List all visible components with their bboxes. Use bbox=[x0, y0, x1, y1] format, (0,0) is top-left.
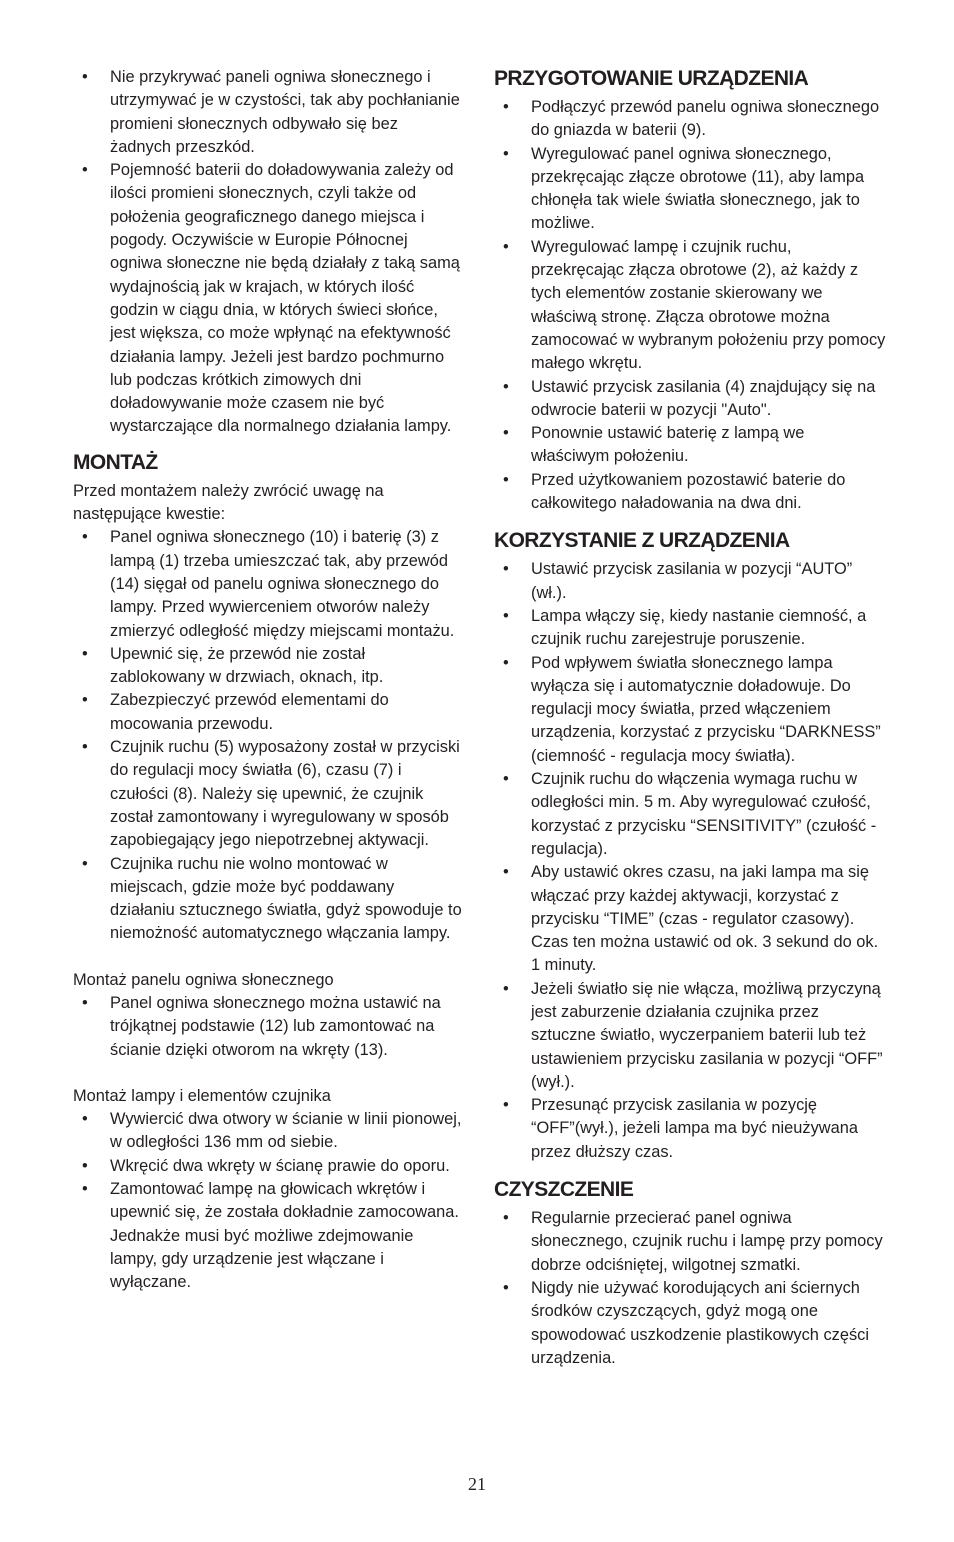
cleaning-list bbox=[494, 1207, 886, 1370]
list-item: • Lampa włączy się, kiedy nastanie ciemność, a czujnik ruchu zarejestruje poruszenie. bbox=[494, 605, 886, 652]
list-item: • Ustawić przycisk zasilania w pozycji “AUTO” (wł.). bbox=[494, 558, 886, 605]
preparation-list bbox=[494, 96, 886, 515]
montaz-intro: Przed montażem należy zwrócić uwagę na następujące kwestie: bbox=[73, 481, 384, 524]
page-number: 21 bbox=[468, 1474, 486, 1494]
montaz-list bbox=[73, 526, 463, 945]
list-item: • Wkręcić dwa wkręty w ścianę prawie do oporu. bbox=[73, 1155, 463, 1178]
list-item: • Zamontować lampę na głowicach wkrętów i upewnić się, że została dokładnie zamocowana. Jednakże musi być możliwe zdejmowanie lampy, gdy urządzenie jest włączane i wyłączane. bbox=[73, 1178, 463, 1294]
list-item: • Przesunąć przycisk zasilania w pozycję “OFF”(wył.), jeżeli lampa ma być nieużywana przez dłuższy czas. bbox=[494, 1094, 886, 1164]
list-item: • Ponownie ustawić baterię z lampą we właściwym położeniu. bbox=[494, 422, 886, 469]
list-item: • Panel ogniwa słonecznego (10) i baterię (3) z lampą (1) trzeba umieszczać tak, aby przewód (14) sięgał od panelu ogniwa słonecznego do lampy. Przed wywierceniem otworów należy zmierzyć odległość między miejscami montażu. bbox=[73, 526, 463, 642]
list-item: • Czujnik ruchu (5) wyposażony został w przyciski do regulacji mocy światła (6), czasu (7) i czułości (8). Należy się upewnić, że czujnik został zamontowany i wyregulowany w sposób zapobiegający jego niepotrzebnej aktywacji. bbox=[73, 736, 463, 852]
section-heading-montaz: MONTAŻ bbox=[73, 450, 158, 474]
subheading-lamp-mounting: Montaż lampy i elementów czujnika bbox=[73, 1086, 331, 1105]
section-heading-cleaning: CZYSZCZENIE bbox=[494, 1178, 634, 1202]
list-item: • Czujnika ruchu nie wolno montować w miejscach, gdzie może być poddawany działaniu sztucznego światła, gdyż spowoduje to niemożność automatycznego włączania lampy. bbox=[73, 853, 463, 946]
list-item: • Aby ustawić okres czasu, na jaki lampa ma się włączać przy każdej aktywacji, korzystać z przycisku “TIME” (czas - regulator czasowy). Czas ten można ustawić od ok. 3 sekund do ok. 1 minuty. bbox=[494, 861, 886, 977]
list-item: • Nigdy nie używać korodujących ani ściernych środków czyszczących, gdyż mogą one spowodować uszkodzenie plastikowych części urządzenia. bbox=[494, 1277, 886, 1370]
list-item: • Jeżeli światło się nie włącza, możliwą przyczyną jest zaburzenie działania czujnika przez sztuczne światło, wyczerpaniem baterii lub też ustawieniem przycisku zasilania w pozycji “OFF” (wył.). bbox=[494, 978, 886, 1094]
list-item: • Zabezpieczyć przewód elementami do mocowania przewodu. bbox=[73, 689, 463, 736]
list-item: • Nie przykrywać paneli ogniwa słonecznego i utrzymywać je w czystości, tak aby pochłanianie promieni słonecznych odbywało się bez żadnych przeszkód. bbox=[73, 66, 463, 159]
right-column bbox=[494, 66, 886, 1370]
list-item: • Wywiercić dwa otwory w ścianie w linii pionowej, w odległości 136 mm od siebie. bbox=[73, 1108, 463, 1155]
subheading-panel-mounting: Montaż panelu ogniwa słonecznego bbox=[73, 970, 334, 989]
section-heading-preparation: PRZYGOTOWANIE URZĄDZENIA bbox=[494, 67, 809, 90]
intro-list bbox=[73, 66, 463, 439]
list-item: • Ustawić przycisk zasilania (4) znajdujący się na odwrocie baterii w pozycji "Auto". bbox=[494, 376, 886, 423]
panel-mounting-list bbox=[73, 992, 463, 1062]
lamp-mounting-list bbox=[73, 1108, 463, 1294]
list-item: • Pojemność baterii do doładowywania zależy od ilości promieni słonecznych, czyli także od położenia geograficznego danego miejsca i pogody. Oczywiście w Europie Północnej ogniwa słoneczne nie będą działały z taką samą wydajnością jak w krajach, w których ilość godzin w ciągu dnia, w których świeci słońce, jest większa, co może wpłynąć na efektywność działania lampy. Jeżeli jest bardzo pochmurno lub podczas krótkich zimowych dni doładowywanie może czasem nie być wystarczające dla normalnego działania lampy. bbox=[73, 159, 463, 439]
list-item: • Wyregulować lampę i czujnik ruchu, przekręcając złącza obrotowe (2), aż każdy z tych elementów zostanie skierowany we właściwą stronę. Złącza obrotowe można zamocować w wybranym położeniu przy pomocy małego wkrętu. bbox=[494, 236, 886, 376]
usage-list bbox=[494, 558, 886, 1164]
list-item: • Podłączyć przewód panelu ogniwa słonecznego do gniazda w baterii (9). bbox=[494, 96, 886, 143]
list-item: • Czujnik ruchu do włączenia wymaga ruchu w odległości min. 5 m. Aby wyregulować czułość, korzystać z przycisku “SENSITIVITY” (czułość - regulacja). bbox=[494, 768, 886, 861]
list-item: • Wyregulować panel ogniwa słonecznego, przekręcając złącze obrotowe (11), aby lampa chłonęła tak wiele światła słonecznego, jak to możliwe. bbox=[494, 143, 886, 236]
list-item: • Przed użytkowaniem pozostawić baterie do całkowitego naładowania na dwa dni. bbox=[494, 469, 886, 516]
section-heading-usage: KORZYSTANIE Z URZĄDZENIA bbox=[494, 529, 790, 553]
list-item: • Panel ogniwa słonecznego można ustawić na trójkątnej podstawie (12) lub zamontować na ścianie dzięki otworom na wkręty (13). bbox=[73, 992, 463, 1062]
list-item: • Pod wpływem światła słonecznego lampa wyłącza się i automatycznie doładowuje. Do regulacji mocy światła, przed włączeniem urządzenia, korzystać z przycisku “DARKNESS” (ciemność - regulacja mocy światła). bbox=[494, 652, 886, 768]
left-column bbox=[73, 66, 463, 1295]
list-item: • Regularnie przecierać panel ogniwa słonecznego, czujnik ruchu i lampę przy pomocy dobrze odciśniętej, wilgotnej szmatki. bbox=[494, 1207, 886, 1277]
list-item: • Upewnić się, że przewód nie został zablokowany w drzwiach, oknach, itp. bbox=[73, 643, 463, 690]
